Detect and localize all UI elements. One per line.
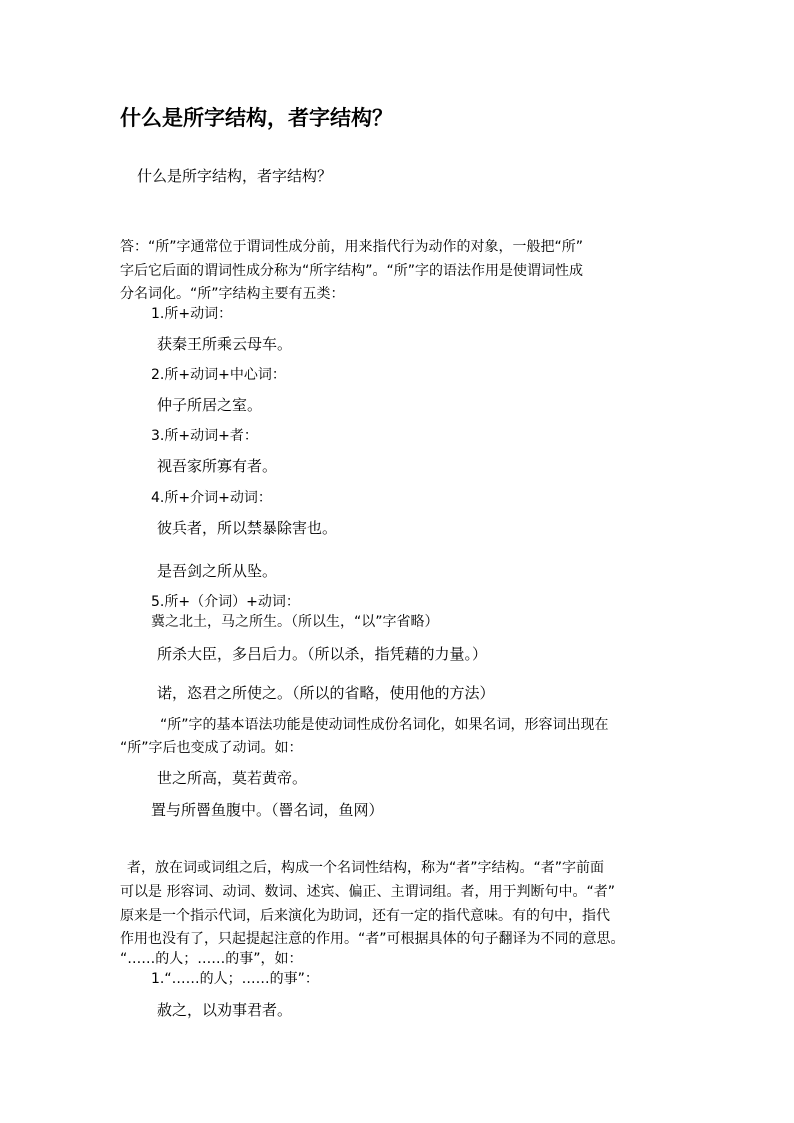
suo-item-example: 获秦王所乘云母车。 [157,335,293,353]
suo-item-heading: 4.所+介词+动词： [151,490,272,506]
suo-item-example: 冀之北土，马之所生。（所以生，“以”字省略） [151,614,439,630]
suo-item-example: 视吾家所寡有者。 [157,457,278,475]
suo-item-heading: 1.所+动词： [151,306,233,322]
suo-item-example: 诺，恣君之所使之。（所以的省略，使用他的方法） [157,684,495,702]
zhe-item-example: 赦之，以劝事君者。 [157,1001,293,1019]
zhe-intro-line: 作用也没有了，只起提起注意的作用。“者”可根据具体的句子翻译为不同的意思。 [120,931,625,947]
suo-function-line: “所”字的基本语法功能是使动词性成份名词化，如果名词，形容词出现在 [160,717,609,733]
suo-function-example: 世之所高，莫若黄帝。 [157,769,308,787]
suo-item-heading: 2.所+动词+中心词： [151,367,286,383]
zhe-intro-line: 可以是 形容词、动词、数词、述宾、偏正、主谓词组。者，用于判断句中。“者” [120,884,615,900]
answer-intro-line: 答：“所”字通常位于谓词性成分前，用来指代行为动作的对象，一般把“所” [120,239,584,255]
suo-function-line: “所”字后也变成了动词。如： [120,740,303,756]
answer-intro-line: 字后它后面的谓词性成分称为“所字结构”。“所”字的语法作用是使谓词性成 [120,263,584,279]
document-title: 什么是所字结构，者字结构？ [120,105,393,130]
zhe-intro-line: “……的人；……的事”，如： [120,951,303,967]
suo-item-example: 所杀大臣，多吕后力。（所以杀，指凭藉的力量。） [157,645,488,663]
suo-function-example: 置与所罾鱼腹中。（罾名词，鱼网） [151,801,384,819]
zhe-intro-line: 者，放在词或词组之后，构成一个名词性结构，称为“者”字结构。“者”字前面 [127,860,605,876]
suo-item-heading: 3.所+动词+者： [151,428,258,444]
suo-item-heading: 5.所+（介词）+动词： [151,594,300,610]
zhe-intro-line: 原来是一个指示代词，后来演化为助词，还有一定的指代意味。有的句中，指代 [120,908,610,924]
subtitle: 什么是所字结构，者字结构？ [137,167,333,185]
zhe-item-heading: 1.“……的人；……的事”： [151,971,319,987]
answer-intro-line: 分名词化。“所”字结构主要有五类： [120,286,345,302]
suo-item-example: 彼兵者，所以禁暴除害也。 [157,519,338,537]
suo-item-example: 是吾剑之所从坠。 [157,562,278,580]
suo-item-example: 仲子所居之室。 [157,396,263,414]
